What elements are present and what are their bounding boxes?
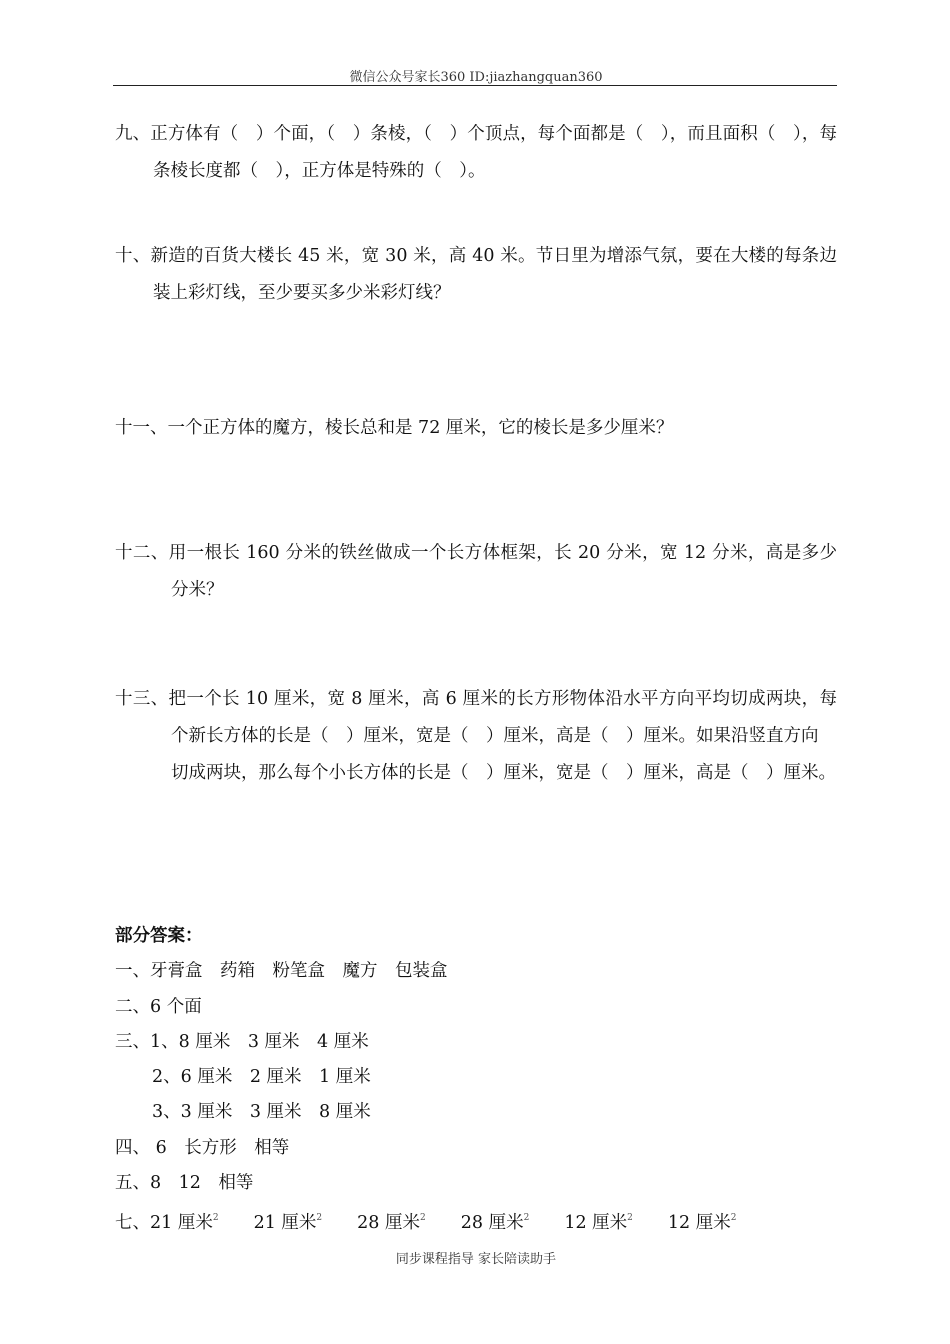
area-item: 28 厘米 — [460, 1213, 524, 1234]
superscript-2: 2 — [523, 1213, 530, 1224]
question-13-line-3: 切成两块，那么每个小长方体的长是（ ）厘米，宽是（ ）厘米，高是（ ）厘米。 — [171, 763, 836, 783]
answer-row-4: 四、 6 长方形 相等 — [115, 1137, 290, 1158]
question-12 — [115, 535, 837, 609]
page-footer: 同步课程指导 家长陪读助手 — [395, 1252, 557, 1267]
question-12-line-1: 十二、用一根长 160 分米的铁丝做成一个长方体框架，长 20 分米，宽 12 分米，高是多少 — [115, 543, 837, 563]
area-item: 28 厘米 — [357, 1213, 420, 1234]
question-9 — [115, 116, 837, 190]
answer-row-7-prefix: 七、 — [115, 1213, 150, 1234]
superscript-2: 2 — [316, 1213, 323, 1224]
answer-row-3-2: 2、6 厘米 2 厘米 1 厘米 — [152, 1067, 371, 1088]
answer-row-3-3: 3、3 厘米 3 厘米 8 厘米 — [152, 1102, 371, 1123]
header-divider — [113, 85, 837, 86]
question-10-line-2: 装上彩灯线，至少要买多少米彩灯线？ — [153, 283, 451, 303]
answer-row-5: 五、8 12 相等 — [115, 1173, 254, 1194]
question-9-line-1: 九、正方体有（ ）个面，（ ）条棱，（ ）个顶点，每个面都是（ ），而且面积（ ），每 — [115, 124, 837, 144]
question-13-line-1: 十三、把一个长 10 厘米，宽 8 厘米，高 6 厘米的长方形物体沿水平方向平均切成两块，每 — [115, 689, 837, 709]
question-13 — [115, 681, 837, 792]
question-9-line-2: 条棱长度都（ ），正方体是特殊的（ ）。 — [153, 161, 486, 181]
answer-row-7 — [115, 1201, 837, 1241]
answer-row-2: 二、6 个面 — [115, 996, 202, 1017]
question-11 — [115, 410, 837, 447]
area-item: 21 厘米 — [150, 1213, 213, 1234]
superscript-2: 2 — [420, 1213, 426, 1224]
question-13-line-2: 个新长方体的长是（ ）厘米，宽是（ ）厘米，高是（ ）厘米。如果沿竖直方向 — [171, 726, 819, 746]
answer-row-3: 三、1、8 厘米 3 厘米 4 厘米 — [115, 1031, 369, 1052]
answers-title: 部分答案： — [115, 926, 203, 946]
superscript-2: 2 — [730, 1213, 737, 1224]
answer-row-1: 一、牙膏盒 药箱 粉笔盒 魔方 包装盒 — [115, 961, 448, 982]
answers-section — [115, 919, 837, 1242]
question-10 — [115, 238, 837, 312]
area-item: 12 厘米 — [667, 1213, 731, 1234]
superscript-2: 2 — [627, 1213, 633, 1224]
question-11-line-1: 十一、一个正方体的魔方，棱长总和是 72 厘米，它的棱长是多少厘米？ — [115, 418, 674, 438]
superscript-2: 2 — [212, 1213, 219, 1224]
question-12-line-2: 分米？ — [171, 580, 224, 600]
page-header: 微信公众号家长360 ID:jiazhangquan360 — [349, 70, 603, 85]
question-10-line-1: 十、新造的百货大楼长 45 米，宽 30 米，高 40 米。节日里为增添气氛，要在大楼的每条边 — [115, 246, 837, 266]
area-item: 12 厘米 — [564, 1213, 628, 1234]
area-item: 21 厘米 — [253, 1213, 317, 1234]
